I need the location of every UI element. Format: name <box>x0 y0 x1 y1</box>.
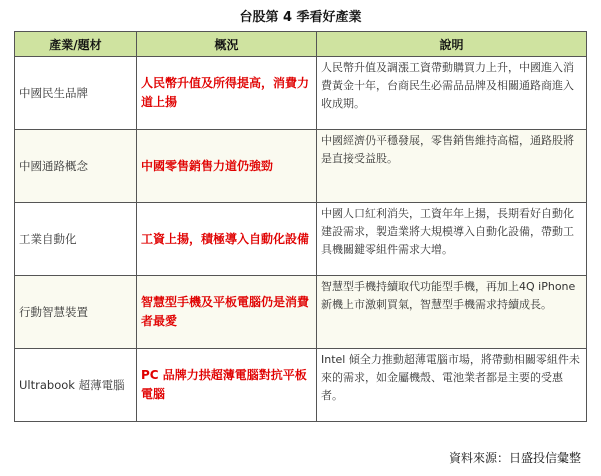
sector-cell: 行動智慧裝置 <box>15 276 137 349</box>
sector-cell: 中國通路概念 <box>15 130 137 203</box>
table-row <box>15 276 587 349</box>
sector-cell: Ultrabook 超薄電腦 <box>15 349 137 422</box>
summary-cell: 智慧型手機及平板電腦仍是消費者最愛 <box>137 276 317 349</box>
table-row <box>15 57 587 130</box>
summary-cell: 中國零售銷售力道仍強勁 <box>137 130 317 203</box>
table-row <box>15 203 587 276</box>
sector-cell: 中國民生品牌 <box>15 57 137 130</box>
detail-cell: 人民幣升值及調漲工資帶動購買力上升，中國進入消費黃金十年，台商民生必需品品牌及相關通路商進入收成期。 <box>317 57 587 130</box>
summary-cell: 人民幣升值及所得提高，消費力道上揚 <box>137 57 317 130</box>
table-row <box>15 349 587 422</box>
detail-cell: 中國經濟仍平穩發展，零售銷售維持高檔，通路股將是直接受益股。 <box>317 130 587 203</box>
detail-cell: 中國人口紅利消失，工資年年上揚，長期看好自動化建設需求，製造業將大規模導入自動化設備，帶動工具機關鍵零組件需求大增。 <box>317 203 587 276</box>
summary-cell: PC 品牌力拱超薄電腦對抗平板電腦 <box>137 349 317 422</box>
table-header-row <box>15 32 587 57</box>
header-summary: 概況 <box>137 32 317 57</box>
table-row <box>15 130 587 203</box>
page-title: 台股第 4 季看好產業 <box>239 10 362 25</box>
source-note: 資料來源：日盛投信彙整 <box>448 451 581 465</box>
sector-table <box>14 31 587 422</box>
summary-cell: 工資上揚，積極導入自動化設備 <box>137 203 317 276</box>
header-detail: 說明 <box>317 32 587 57</box>
header-sector: 產業/題材 <box>15 32 137 57</box>
detail-cell: 智慧型手機持續取代功能型手機，再加上4Q iPhone 新機上市激刺買氣，智慧型手機需求持續成長。 <box>317 276 587 349</box>
sector-cell: 工業自動化 <box>15 203 137 276</box>
detail-cell: Intel 傾全力推動超薄電腦市場，將帶動相關零組件未來的需求，如金屬機殼、電池業者都是主要的受惠者。 <box>317 349 587 422</box>
